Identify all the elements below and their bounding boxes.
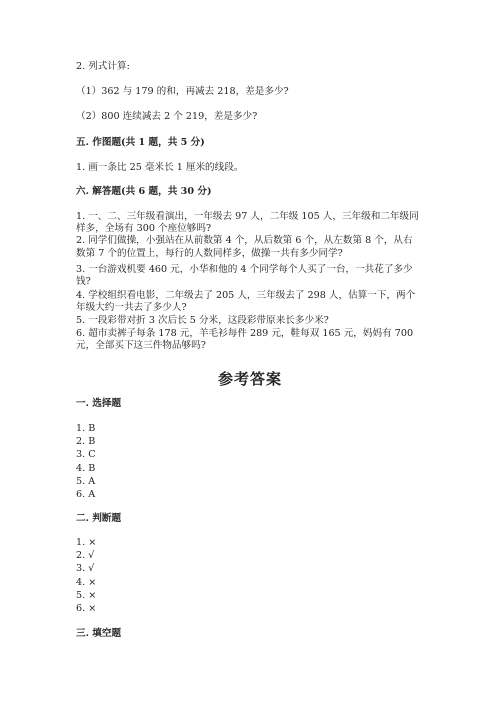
section-6-line: 样多，全场有 300 个座位够吗? — [76, 223, 212, 234]
list-item: 1. B — [76, 423, 96, 434]
section-6-line: 钱? — [76, 276, 91, 287]
list-item: 5. A — [76, 475, 96, 487]
list-item: 1. × — [76, 537, 97, 548]
answers-section-2-heading: 二. 判断题 — [76, 513, 122, 524]
q2-item-2: （2）800 连续减去 2 个 219，差是多少? — [76, 111, 258, 122]
section-6-line: 4. 学校组织看电影，二年级去了 205 人，三年级去了 298 人，估算一下，两个 — [76, 290, 416, 301]
list-item: 2. B — [76, 436, 96, 448]
section-6-line: 2. 同学们做操，小强站在从前数第 4 个，从后数第 6 个，从左数第 8 个，从右 — [76, 235, 413, 246]
answers-section-1-heading: 一. 选择题 — [76, 398, 122, 409]
list-item: 6. A — [76, 488, 96, 500]
answers-section-2-list — [76, 536, 96, 615]
section-6-line: 6. 超市卖裤子每条 178 元，羊毛衫每件 289 元，鞋每双 165 元，妈妈有 700 — [76, 328, 414, 339]
section-6-line: 年级大约一共去了多少人? — [76, 302, 187, 313]
section-5-heading: 五. 作图题(共 1 题，共 5 分) — [76, 137, 205, 148]
list-item: 3. √ — [76, 563, 95, 575]
section-6-line: 1. 一、二、三年级看演出，一年级去 97 人，二年级 105 人，三年级和二年级同 — [76, 211, 419, 222]
list-item: 2. √ — [76, 550, 95, 562]
answers-section-3-heading: 三. 填空题 — [76, 628, 122, 639]
list-item: 3. C — [76, 449, 96, 461]
q2-heading: 2. 列式计算: — [76, 61, 130, 72]
list-item: 5. × — [76, 589, 97, 601]
list-item: 4. B — [76, 462, 96, 474]
section-6-line: 数第 7 个的位置上，每行的人数同样多，做操一共有多少同学? — [76, 248, 343, 259]
answers-section-1-list — [76, 422, 96, 501]
section-6-line: 5. 一段彩带对折 3 次后长 5 分米，这段彩带原来长多少米? — [76, 315, 329, 326]
section-5-question-1: 1. 画一条比 25 毫米长 1 厘米的线段。 — [76, 162, 244, 173]
q2-item-1: （1）362 与 179 的和，再减去 218，差是多少? — [76, 86, 289, 97]
list-item: 4. × — [76, 576, 97, 588]
list-item: 6. × — [76, 602, 97, 614]
section-6-line: 元，全部买下这三件物品够吗? — [76, 340, 206, 351]
section-6-heading: 六. 解答题(共 6 题，共 30 分) — [76, 186, 212, 197]
section-6-line: 3. 一台游戏机要 460 元，小华和他的 4 个同学每个人买了一台，一共花了多少 — [76, 264, 413, 275]
answer-key-title: 参考答案 — [217, 370, 282, 388]
